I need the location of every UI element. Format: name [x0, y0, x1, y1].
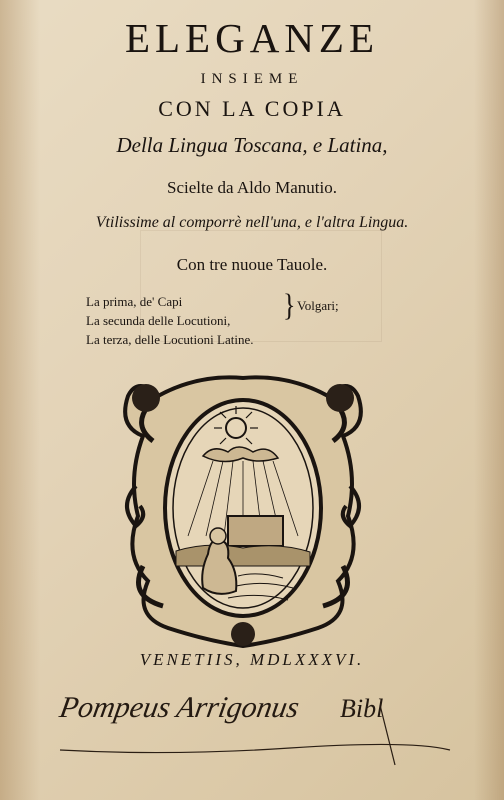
volgari-label: Volgari; [297, 298, 339, 313]
table-item: La secunda delle Locutioni, [86, 313, 231, 328]
imprint: VENETIIS, MDLXXXVI. [139, 650, 365, 669]
brace-glyph: } [283, 288, 296, 323]
author-line: Scielte da Aldo Manutio. [167, 178, 337, 197]
tables-list [86, 292, 253, 349]
table-item: La prima, de' Capi [86, 294, 183, 309]
subtitle-line-1: INSIEME [200, 71, 304, 87]
provenance-signature: Pompeus Arrigonus [57, 691, 302, 724]
table-item: La terza, delle Locutioni Latine. [86, 332, 254, 347]
purpose-line: Vtilissime al comporrè nell'una, e l'altra Lingua. [95, 214, 409, 231]
subtitle-line-2: CON LA COPIA [158, 96, 346, 121]
subtitle-line-3: Della Lingua Toscana, e Latina, [116, 133, 388, 157]
tables-heading: Con tre nuoue Tauole. [176, 255, 328, 274]
shelfmark: Bibl [340, 694, 384, 723]
printer-device-emblem [118, 366, 368, 651]
book-title: ELEGANZE [124, 15, 380, 61]
